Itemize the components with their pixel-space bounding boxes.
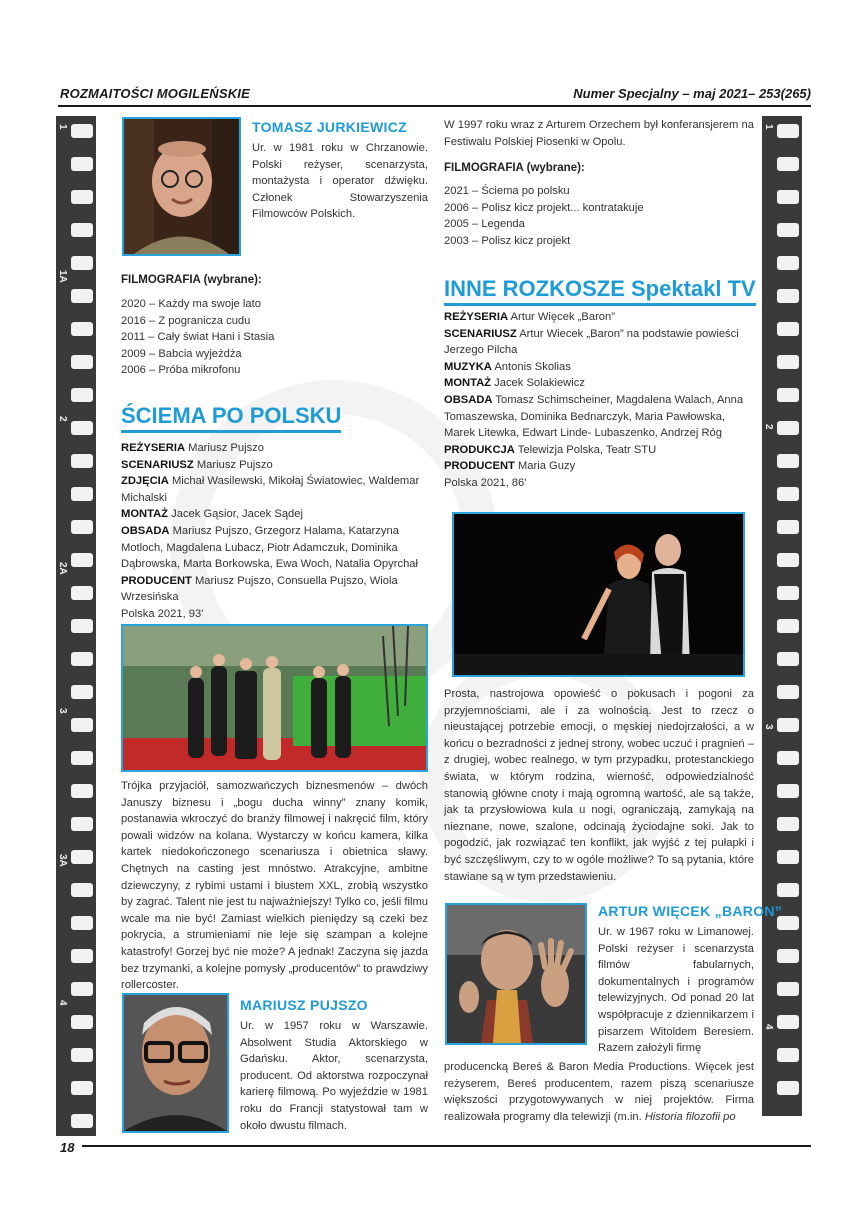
filmography-item: 2021 – Ściema po polsku <box>444 185 570 197</box>
sprocket-hole <box>71 718 93 732</box>
filmography-item: 2009 – Babcia wyjeżdża <box>121 347 242 360</box>
pujszo-photo <box>122 993 229 1133</box>
pujszo-name: MARIUSZ PUJSZO <box>240 997 368 1013</box>
credit-line <box>444 458 754 475</box>
credit-value: Michał Wasilewski, Mikołaj Światowiec, Waldemar Michalski <box>121 475 420 504</box>
sprocket-hole <box>71 487 93 501</box>
credit-label: MONTAŻ <box>444 377 492 390</box>
wiecek-name: ARTUR WIĘCEK „BARON” <box>598 903 783 919</box>
left-film-strip <box>56 116 96 1136</box>
sprocket-hole <box>71 619 93 633</box>
inne-still-photo <box>452 512 745 677</box>
sprocket-hole <box>71 124 93 138</box>
credit-label: REŻYSERIA <box>444 311 509 323</box>
wiecek-bio: Ur. w 1967 roku w Limanowej. Polski reżyser i scenarzysta filmów fabularnych, dokumentalnych i programów telewizyjnych. Od ponad 20 lat współpracuje z dziennikarzem i pisarzem Witoldem Beresiem. Razem założyli firmę <box>598 926 754 1055</box>
credit-line <box>444 326 754 359</box>
sprocket-hole <box>71 421 93 435</box>
credit-line <box>121 440 431 457</box>
sprocket-hole <box>777 1015 799 1029</box>
credit-value: Antonis Skolias <box>491 360 571 373</box>
sprocket-hole <box>71 982 93 996</box>
sprocket-hole <box>777 751 799 765</box>
sprocket-hole <box>777 553 799 567</box>
sprocket-hole <box>777 124 799 138</box>
sprocket-hole <box>777 718 799 732</box>
strip-frame-number: 2 <box>57 416 68 422</box>
sprocket-hole <box>777 454 799 468</box>
sprocket-hole <box>777 685 799 699</box>
credit-label: PRODUCENT <box>444 460 515 473</box>
credit-label: PRODUKCJA <box>444 443 515 456</box>
sprocket-hole <box>777 322 799 336</box>
filmography-item: 2016 – Z pogranicza cudu <box>121 314 251 327</box>
credit-value: Artur Więcek „Baron” <box>508 311 615 323</box>
strip-frame-number: 3 <box>763 724 774 730</box>
sprocket-hole <box>71 685 93 699</box>
sprocket-hole <box>777 949 799 963</box>
credit-line <box>121 523 431 573</box>
credit-line <box>121 573 431 606</box>
inne-credits <box>444 309 754 492</box>
credit-line <box>444 442 754 459</box>
wiecek-bio-continued <box>444 1059 754 1125</box>
strip-frame-number: 1 <box>57 124 68 130</box>
sciema-description: Trójka przyjaciół, samozwańczych biznesmenów – dwóch Januszy biznesu i „bogu ducha winny” znany komik, postanawia wkroczyć do branży filmowej i nakręcić film, który powali widzów na kolana. Wystarczy w końcu kamera, kilka kartek niedokończonego scenariusza i obietnica sławy. Chętnych na casting jest mnóstwo. Atrakcyjne, ambitne dziewczyny, z rybimi ustami i biustem XXL, zrobią wszystko by zagrać. Talent nie jest tu najważniejszy! Tylko co, jeśli filmu wcale ma nie być! Zamiast wielkich pieniędzy są czeki bez pokrycia, a strumieniami nie leje się szampan a kolejne katastrofy! Gorzej być nie może? A jednak! Zaczyna się jazda bez trzymanki, a kolejne pomysły „producentów” to prawdziwy rollercoster. <box>121 780 428 992</box>
sprocket-hole <box>777 982 799 996</box>
credit-value: Artur Wiecek „Baron” na podstawie powieści Jerzego Pilcha <box>444 327 739 357</box>
sprocket-hole <box>71 157 93 171</box>
credit-label: ZDJĘCIA <box>121 475 169 488</box>
wiecek-bio-italic: Historia filozofii po <box>644 1110 736 1123</box>
sprocket-hole <box>71 388 93 402</box>
sprocket-hole <box>777 289 799 303</box>
sprocket-hole <box>71 355 93 369</box>
sprocket-hole <box>777 190 799 204</box>
right-film-strip <box>762 116 802 1116</box>
sprocket-hole <box>71 322 93 336</box>
sprocket-hole <box>777 487 799 501</box>
filmography-header-2: FILMOGRAFIA (wybrane): <box>444 162 585 174</box>
strip-frame-number: 1A <box>57 270 68 283</box>
credit-line <box>444 309 754 326</box>
sciema-credits <box>121 440 431 623</box>
sprocket-hole <box>71 586 93 600</box>
credit-label: OBSADA <box>444 393 493 406</box>
strip-frame-number: 2A <box>57 562 68 575</box>
strip-frame-number: 4 <box>57 1000 68 1006</box>
filmography-item: 2003 – Polisz kicz projekt <box>444 234 571 247</box>
origin-line: Polska 2021, 86' <box>444 476 527 489</box>
sprocket-hole <box>777 883 799 897</box>
strip-frame-number: 3 <box>57 708 68 714</box>
sprocket-hole <box>777 1048 799 1062</box>
credit-line <box>121 473 431 506</box>
sprocket-hole <box>777 850 799 864</box>
sprocket-hole <box>71 784 93 798</box>
credit-label: SCENARIUSZ <box>444 327 517 340</box>
jurkiewicz-bio: Ur. w 1981 roku w Chrzanowie. Polski reżyser, scenarzysta, montażysta i operator dźwięku. Członek Stowarzyszenia Filmowców Polskich. <box>252 142 428 221</box>
credit-line <box>444 375 754 392</box>
filmography-item: 2020 – Każdy ma swoje lato <box>121 298 261 310</box>
credit-value: Jacek Solakiewicz <box>491 377 585 390</box>
sprocket-hole <box>71 916 93 930</box>
issue-info: Numer Specjalny – maj 2021– 253(265) <box>573 86 811 101</box>
sprocket-hole <box>71 256 93 270</box>
sprocket-hole <box>71 817 93 831</box>
credit-label: PRODUCENT <box>121 574 192 587</box>
credit-line <box>121 506 431 523</box>
sprocket-hole <box>71 652 93 666</box>
sprocket-hole <box>71 1081 93 1095</box>
credit-line <box>444 392 754 442</box>
pujszo-bio: Ur. w 1957 roku w Warszawie. Absolwent Studia Aktorskiego w Gdańsku. Aktor, scenarzysta, producent. Od aktorstwa rozpoczynał karierę filmową. Po wyjeździe w 1981 roku do Francji statystował tam w około dwustu filmach. <box>240 1020 428 1132</box>
sprocket-hole <box>777 223 799 237</box>
sprocket-hole <box>777 817 799 831</box>
magazine-title: ROZMAITOŚCI MOGILEŃSKIE <box>60 86 250 101</box>
jurkiewicz-name: TOMASZ JURKIEWICZ <box>252 119 407 135</box>
sprocket-hole <box>71 553 93 567</box>
credit-value: Mariusz Pujszo <box>193 458 273 471</box>
credit-value: Jacek Gąsior, Jacek Sądej <box>168 508 303 521</box>
sprocket-hole <box>71 520 93 534</box>
strip-frame-number: 4 <box>763 1024 774 1030</box>
header-rule <box>58 105 811 107</box>
sprocket-hole <box>777 355 799 369</box>
sprocket-hole <box>71 751 93 765</box>
strip-frame-number: 1 <box>763 124 774 130</box>
sprocket-hole <box>777 388 799 402</box>
sprocket-hole <box>777 1081 799 1095</box>
sprocket-hole <box>71 289 93 303</box>
page-number: 18 <box>60 1140 75 1155</box>
credit-line <box>121 457 431 474</box>
filmography-list <box>121 296 421 379</box>
sciema-title: ŚCIEMA PO POLSKU <box>121 403 341 433</box>
sprocket-hole <box>71 190 93 204</box>
sprocket-hole <box>71 850 93 864</box>
sprocket-hole <box>777 157 799 171</box>
sprocket-hole <box>71 1048 93 1062</box>
inne-description: Prosta, nastrojowa opowieść o pokusach i pogoni za przyjemnościami, ale i za wolnością. Jest to rzecz o nieustającej potrzebie emocji, o męskiej niedojrzałości, a w końcu o bezradności z jednej strony, wobec uczuć i pragnień – z drugiej, wobec realnego, w tym przypadku, protestanckiego świata, w którym rodzina, wierność, odpowiedzialność stanowią główne cnoty i mają ogromną wartość, ale są także, jak ta przysłowiowa kula u nogi, ograniczają, zamykają na nieznane, nowe, szalone, odcinają życiodajne soki. Jak to pogodzić, jak rozwiązać ten konflikt, jak wyjść z tej pułapki i być szczęśliwym, czy to w ogóle możliwe? To są pytania, które stawiane są w tym przedstawieniu. <box>444 688 754 883</box>
credit-value: Mariusz Pujszo <box>185 442 264 454</box>
sciema-still-photo <box>121 624 428 772</box>
filmography-item: 2006 – Polisz kicz projekt... kontratakuje <box>444 201 644 214</box>
filmography-list-2 <box>444 183 754 249</box>
credit-value: Mariusz Pujszo, Grzegorz Halama, Katarzyna Motloch, Magdalena Lubacz, Piotr Adamczuk, Dominika Dąbrowska, Marta Borkowska, Ewa Woch, Natalia Opyrchał <box>121 524 418 571</box>
strip-frame-number: 2 <box>763 424 774 430</box>
credit-label: SCENARIUSZ <box>121 458 194 471</box>
credit-value: Telewizja Polska, Teatr STU <box>514 443 657 456</box>
filmography-item: 2011 – Cały świat Hani i Stasia <box>121 331 275 344</box>
sprocket-hole <box>71 1114 93 1128</box>
credit-line <box>444 359 754 376</box>
wiecek-bio-cont-text: producencką Bereś & Baron Media Productions. Więcek jest reżyserem, Bereś producentem, razem piszą scenariusze większości przygotowywanych w niej projektów. Firma realizowała programy dla telewizji (m.in. <box>444 1061 754 1123</box>
sprocket-hole <box>777 586 799 600</box>
sprocket-hole <box>777 520 799 534</box>
filmography-header: FILMOGRAFIA (wybrane): <box>121 274 262 286</box>
sprocket-hole <box>777 421 799 435</box>
jurkiewicz-bio-continued: W 1997 roku wraz z Arturem Orzechem był konferansjerem na Festiwalu Polskiej Piosenki w Opolu. <box>444 119 754 148</box>
sprocket-hole <box>777 256 799 270</box>
credit-label: MUZYKA <box>444 360 492 373</box>
sprocket-hole <box>777 784 799 798</box>
sprocket-hole <box>71 883 93 897</box>
sprocket-hole <box>777 619 799 633</box>
credit-label: OBSADA <box>121 524 170 537</box>
sprocket-hole <box>71 949 93 963</box>
jurkiewicz-photo <box>122 117 241 256</box>
filmography-item: 2005 – Legenda <box>444 218 525 231</box>
sprocket-hole <box>71 1015 93 1029</box>
sprocket-hole <box>71 454 93 468</box>
credit-label: MONTAŻ <box>121 508 169 521</box>
credit-value: Tomasz Schimscheiner, Magdalena Walach, Anna Tomaszewska, Dominika Bednarczyk, Maria Pawłowska, Marek Litewka, Edwart Linde- Lubaszenko, Andrzej Róg <box>444 393 744 440</box>
strip-frame-number: 3A <box>57 854 68 867</box>
footer-rule <box>82 1145 811 1147</box>
wiecek-photo <box>445 903 587 1045</box>
sprocket-hole <box>777 652 799 666</box>
origin-line: Polska 2021, 93' <box>121 607 204 620</box>
inne-title: INNE ROZKOSZE Spektakl TV <box>444 276 756 306</box>
credit-value: Mariusz Pujszo, Consuella Pujszo, Wiola Wrzesińska <box>121 574 398 604</box>
credit-value: Maria Guzy <box>514 460 576 473</box>
sprocket-hole <box>71 223 93 237</box>
credit-label: REŻYSERIA <box>121 442 186 454</box>
filmography-item: 2006 – Próba mikrofonu <box>121 364 241 377</box>
